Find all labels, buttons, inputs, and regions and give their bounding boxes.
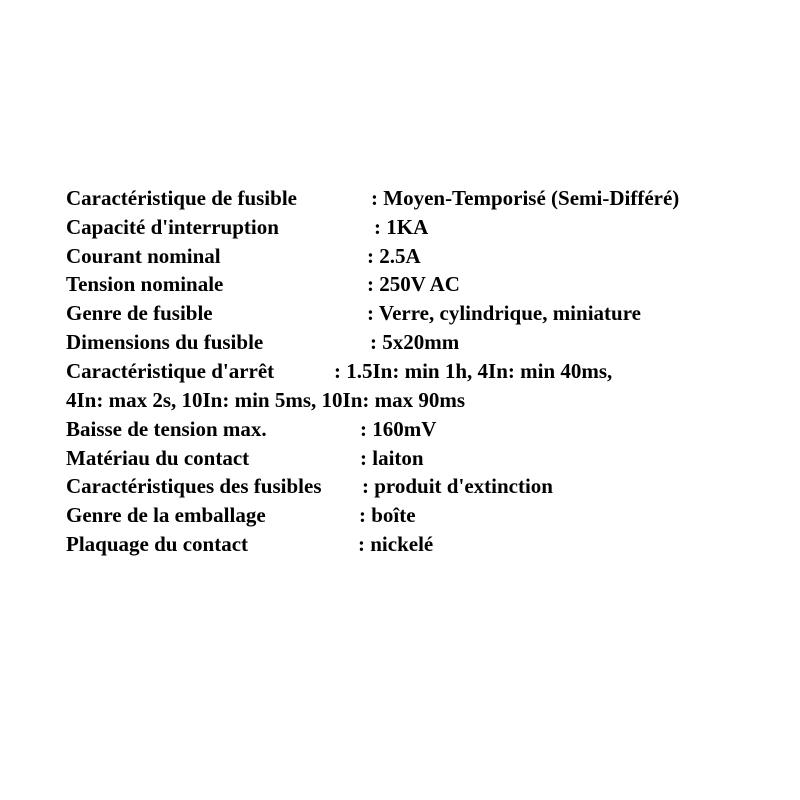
spec-row-breaking-capacity <box>66 213 429 242</box>
spec-row-fuse-characteristic <box>66 184 680 213</box>
spec-label: Courant nominal <box>66 244 221 268</box>
spec-value: 4In: max 2s, 10In: min 5ms, 10In: max 90ms <box>66 388 466 412</box>
spec-row-max-voltage-drop <box>66 415 437 444</box>
spec-label: Genre de fusible <box>66 301 213 325</box>
spec-label: Tension nominale <box>66 272 224 296</box>
spec-value: : 1KA <box>374 215 429 239</box>
spec-row-rated-voltage <box>66 270 460 299</box>
spec-value: : 5x20mm <box>370 330 460 354</box>
spec-value: : laiton <box>360 446 424 470</box>
spec-row-breaking-characteristic <box>66 357 613 386</box>
spec-value: : nickelé <box>358 532 434 556</box>
spec-label: Caractéristique de fusible <box>66 186 297 210</box>
spec-label: Capacité d'interruption <box>66 215 279 239</box>
spec-row-contact-material <box>66 444 424 473</box>
spec-row-fuse-characteristics <box>66 472 553 501</box>
spec-value: : Verre, cylindrique, miniature <box>367 301 641 325</box>
spec-value: : 250V AC <box>367 272 460 296</box>
spec-value: : 160mV <box>360 417 437 441</box>
spec-label: Baisse de tension max. <box>66 417 267 441</box>
spec-row-fuse-dimensions <box>66 328 460 357</box>
spec-label: Caractéristique d'arrêt <box>66 359 275 383</box>
spec-row-contact-plating <box>66 530 434 559</box>
spec-value: : boîte <box>359 503 416 527</box>
spec-row-fuse-type <box>66 299 641 328</box>
spec-row-rated-current <box>66 242 421 271</box>
spec-label: Caractéristiques des fusibles <box>66 474 322 498</box>
spec-row-breaking-characteristic-continued <box>66 386 466 415</box>
spec-label: Plaquage du contact <box>66 532 249 556</box>
spec-value: : produit d'extinction <box>362 474 553 498</box>
spec-label: Matériau du contact <box>66 446 250 470</box>
spec-value: : 1.5In: min 1h, 4In: min 40ms, <box>334 359 613 383</box>
spec-label: Genre de la emballage <box>66 503 266 527</box>
spec-label: Dimensions du fusible <box>66 330 264 354</box>
spec-value: : Moyen-Temporisé (Semi-Différé) <box>371 186 680 210</box>
spec-row-packaging-type <box>66 501 416 530</box>
spec-value: : 2.5A <box>367 244 421 268</box>
